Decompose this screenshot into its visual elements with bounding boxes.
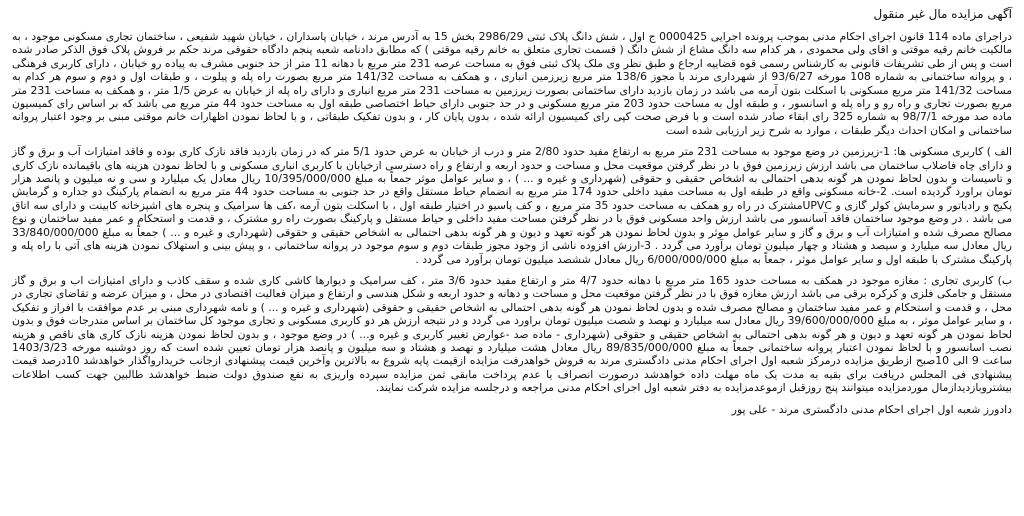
notice-title: آگهی مزایده مال غیر منقول bbox=[873, 7, 1012, 21]
notice-paragraph-commercial: ب) کاربری تجاری : مغازه موجود در همکف به مساحت حدود 165 متر مربع با دهانه حدود 4/7 متر و ارتفاع مفید حدود 3/6 متر ، کف سرامیک و دیوارها کاشی کاری شده و سقف کاذب و دارای امتیازات اب و برق و گاز مستقل و جامکی فلزی و کرکره برقی می باشد ارزش مغازه فوق با در نظر گرفتن موقعیت محل و مساحت و دهانه و حدود اربعه و شکل هندسی و ارتفاع و میزان فعالیت اقتصادی در محل ، و میزان عرضه و تقاضای تجاری در محل ، و قدمت و استحکام و عمر مفید ساختمان و مصالح مصرف شده و بدون لحاظ نمودن هر گونه بدهی احتمالی به اشخاص حقیقی و حقوقی (شهرداری و غیره و ... ) و نامه شهرداری مبنی بر عدم موافقت با افراز و تفکیک ، و سایر عوامل موثر ، به مبلغ 39/600/000/000 ریال معادل سه میلیارد و نهصد و شصت میلیون تومان براورد می گردد و در نتیجه ارزش هر دو کاربری مسکونی و تجاری موجود کل ساختمان بر اساس مندرجات فوق و بدون لحاظ نمودن هر گونه تعهد و دیون و هر گونه بدهی احتمالی به اشخاص حقیقی و حقوقی (شهرداری - ماده صد -عوارض تغییر کاربری و غیره و... ) در وضع موجود ، و بدون لحاظ نمودن هزینه نازک کاری های ناقص و هزینه نصب اسانسور و با لحاظ نمودن اعتبار پروانه ساختمانی جمعاً به مبلغ 89/835/000/000 ریال معادل هشت میلیارد و نهصد و هشتاد و سه میلیون و پانصد هزار تومان تعیین شده است که روز دوشنبه مورخه 1403/3/23 ساعت 9 الی 10صبح ازطریق مزایده درمرکز شعبه اول اجرای احکام مدنی دادگستری مرند به فروش خواهدرفت مزایده ازقیمت پایه شروع به بالاترین وآخرین قیمت پیشنهادی ازجانب خریدارواگذار خواهدشد 10درصد قیمت پیشنهادی فی المجلس دریافت برای بقیه به مدت یک ماه مهلت داده خواهدشد درصورت انصراف یا عدم پرداخت مابقی ثمن مزایده سپرده واریزی به نفع صندوق دولت ضبط خواهدشد طالبین جهت کسب اطلاعات بیشتروبازدیدازمال موردمزایده میتوانند پنج روزقبل ازموعدمزایده به دفتر شعبه اول اجرای احکام مدنی مراجعه و درجلسه مزایده شرکت نمایند. bbox=[12, 273, 1013, 395]
notice-signature: دادورز شعبه اول اجرای احکام مدنی دادگستری مرند - علی پور bbox=[731, 402, 1012, 416]
notice-paragraph-intro: دراجرای ماده 114 قانون اجرای احکام مدنی بموجب پرونده اجرایی 0000425 ج اول ، شش دانگ پلاک ثبتی 2986/29 بخش 15 به آدرس مرند ، خیابان پاسداران ، خیابان شهید شفیعی ، ساختمان تجاری مسکونی موجود ، به مالکیت خانم رقیه موقتی و اقای ولی محمودی ، هر کدام سه دانگ مشاع از شش دانگ ( قسمت تجاری متعلق به خانم رقیه موقتی ) که مطابق دادنامه شعبه پنجم دادگاه حقوقی مرند حکم بر فروش پلاک فوق الذکر صادر شده است و پس از طی تشریفات قانونی به کارشناس رسمی قوه قضاییه ارجاع و طبق نظر وی ملک پلاک ثبتی فوق به مساحت عرصه 231 متر مربع با دهانه 11 متر از حد جنوبی مشرف به پیاده رو خیابان ، دارای کاربری فرهنگی ، و پروانه ساختمانی به شماره 108 مورخه 93/6/27 از شهرداری مرند با مجوز 138/6 متر مربع زیرزمین انباری ، و همکف به مساحت 141/32 متر مربع بصورت راه پله و پیلوت ، و طبقات اول و دوم و سوم هر کدام به مساحت 141/32 متر مربع مسکونی با اسکلت بتون آرمه می باشد در زمان بازدید دارای ساختمانی بصورت زیرزمین به مساحت 231 متر مربع انباری و دارای راه پله از خیابان به عرض 1/5 متر ، و همکف به مساحت 231 متر مربع بصورت تجاری و راه رو و راه پله و اسانسور ، و طبقه اول به مساحت حدود 203 متر مربع مسکونی و در حد جنوبی دارای حیاط اختصاصی طبقه اول به مساحت حدود 44 متر مربع می باشد که بر اساس رای کمیسیون ماده صد مورخه 98/7/1 به شماره 325 رای ابقاء صادر شده است و با فرض صحت کپی رای کمیسیون ارائه شده ، بدون پایان کار ، و بدون تفکیک طبقاتی ، و با لحاظ نمودن اظهارات خانم موقتی مبنی بر وجود اعتبار پروانه ساختمانی و امکان احداث دیگر طبقات ، موارد به شرح زیر ارزیابی شده است bbox=[12, 30, 1013, 137]
notice-paragraph-residential: الف ) کاربری مسکونی ها: 1-زیرزمین در وضع موجود به مساحت 231 متر مربع به ارتفاع مفید حدود 2/80 متر و درب از خیابان به عرض حدود 5/1 متر که در زمان بازدید فاقد نازک کاری بوده و فاقد امتیازات آب و برق و گاز و دارای چاه فاضلاب ساختمان می باشد ارزش زیرزمین فوق با در نظر گرفتن موقعیت محل و مساحت و حدود اربعه و ارتفاع و راه دسترسی ازخیابان با کاربری انباری مسکونی و با لحاظ نمودن هزینه های باقیمانده نازک کاری و تاسیسات و بدون لحاظ نمودن هر گونه بدهی احتمالی به اشخاص حقیقی و حقوقی (شهرداری و غیره و ... ) ، و سایر عوامل موثر جمعاً به مبلغ 10/395/000/000 ریال معادل یک میلیارد و سی و نه میلیون و پانصد هزار تومان براورد گردیده است. 2-خانه مسکونی واقع در طبقه اول به مساحت مفید داخلی حدود 174 متر مربع به انضمام حیاط مستقل واقع در حد جنوبی به مساحت حدود 44 متر مربع به انضمام پارکینگ دو جداره و گرمایش پکیج و رادیاتور و سرمایش کولر گازی و UPVCمشترک در راه رو همکف به مساحت حدود 35 متر مربع ، و کف پاسیو در اختیار طبقه اول ، با اسکلت بتون آرمه ،کف ها سرامیک و پنجره های اشپزخانه کابینت و دارای سه اتاق می باشد . در وضع موجود ساختمان فاقد آسانسور می باشد ارزش واحد مسکونی فوق با در نظر گرفتن مساحت مفید داخلی و حیاط مستقل و پارکینگ بصورت راه رو مشترک ، و قدمت و استحکام و عمر مفید ساختمان و نوع مصالح مصرف شده و امتیازات آب و برق و گاز و سایر عوامل موثر و بدون لحاظ نمودن هر گونه تعهد و دیون و هر گونه بدهی احتمالی به اشخاص حقیقی و حقوقی (شهرداری و غیره و ... ) جمعاً به مبلغ 33/840/000/000 ریال معادل سه میلیارد و سیصد و هشتاد و چهار میلیون تومان برآورد می گردد . 3-ارزش افزوده ناشی از وجود مجوز طبقات دوم و سوم موجود در پروانه ساختمانی ، و پیش بینی و استهلاک نمودن هزینه های آتی با راه پله و پارکینگ مشترک با طبقه اول و سایر عوامل موثر ، جمعاً به مبلغ 6/000/000/000 ریال معادل ششصد میلیون تومان برآورد می گردد . bbox=[12, 145, 1013, 266]
